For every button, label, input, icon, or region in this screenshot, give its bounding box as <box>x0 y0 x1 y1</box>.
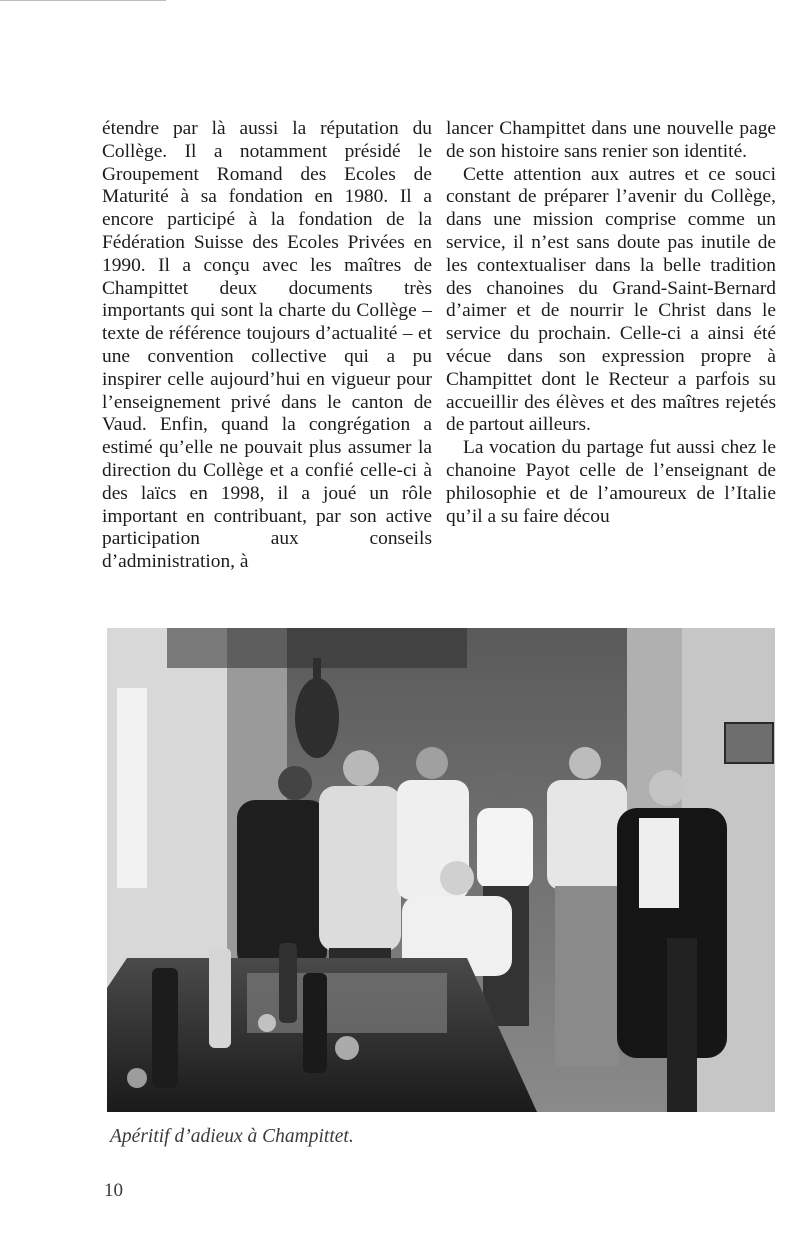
text-column-left <box>102 118 432 574</box>
photo-illustration <box>107 628 775 1112</box>
paragraph: Cette attention aux autres et ce souci constant de préparer l’avenir du Collège, dans une mission comprise comme un service, il n’est sans doute pas inutile de les contextualiser dans la belle tradition des chanoines du Grand-Saint-Bernard d’aimer et de nourrir le Christ dans le service du prochain. Celle-ci a ainsi été vécue dans son expression propre à Champittet dont le Recteur a parfois su accueillir des élèves et des maîtres rejetés de partout ailleurs. <box>446 163 776 436</box>
page-number: 10 <box>104 1180 123 1201</box>
top-rule <box>0 0 166 1</box>
paragraph: étendre par là aussi la réputation du Collège. Il a notamment présidé le Groupement Romand des Ecoles de Maturité à sa fondation en 1980. Il a encore participé à la fondation de la Fédération Suisse des Ecoles Privées en 1990. Il a conçu avec les maîtres de Champittet deux documents très importants qui sont la charte du Collège – texte de référence toujours d’actualité – et une convention collective qui a pu inspirer celle aujourd’hui en vigueur pour l’enseignement privé dans le canton de Vaud. Enfin, quand la congrégation a estimé qu’elle ne pouvait plus assumer la direction du Collège et a confié celle-ci à des laïcs en 1998, il a joué un rôle important en contribuant, par son active participation aux conseils d’administration, à <box>102 118 432 573</box>
paragraph: lancer Champittet dans une nouvelle page de son histoire sans renier son identité. <box>446 118 776 162</box>
group-photo <box>107 628 775 1112</box>
photo-caption: Apéritif d’adieux à Champittet. <box>110 1126 354 1147</box>
paragraph: La vocation du partage fut aussi chez le chanoine Payot celle de l’enseignant de philosophie et de l’amoureux de l’Italie qu’il a su faire décou <box>446 437 776 527</box>
text-column-right <box>446 118 776 528</box>
